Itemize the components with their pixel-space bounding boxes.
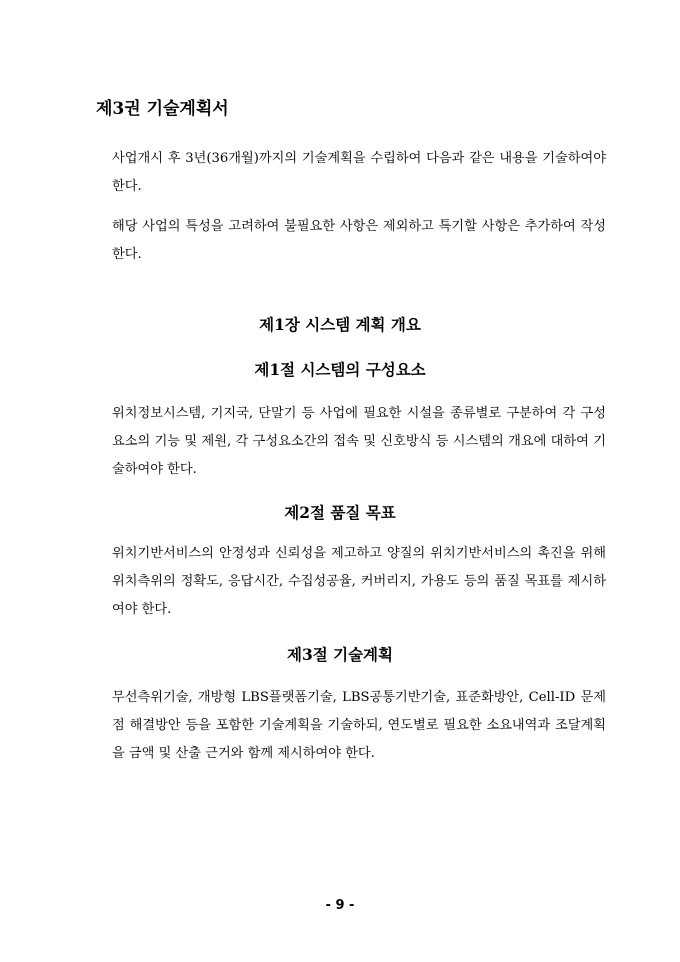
section-2-body: 위치기반서비스의 안정성과 신뢰성을 제고하고 양질의 위치기반서비스의 촉진을 위해 위치측위의 정확도, 응답시간, 수집성공율, 커버리지, 가용도 등의 품질 목표를 제시하여야 한다. [112,546,606,617]
section-3-body: 무선측위기술, 개방형 LBS플랫폼기술, LBS공통기반기술, 표준화방안, Cell-ID 문제점 해결방안 등을 포함한 기술계획을 기술하되, 연도별로 필요한 소요내역과 조달계획을 금액 및 산출 근거와 함께 제시하여야 한다. [112,690,606,761]
intro-paragraph-2: 해당 사업의 특성을 고려하여 불필요한 사항은 제외하고 특기할 사항은 추가하여 작성한다. [112,219,606,262]
section-2-title: 제2절 품질 목표 [284,503,396,522]
chapter-title: 제1장 시스템 계획 개요 [259,315,421,334]
page-number: - 9 - [325,898,355,913]
section-1-title: 제1절 시스템의 구성요소 [254,360,426,379]
intro-paragraph-1: 사업개시 후 3년(36개월)까지의 기술계획을 수립하여 다음과 같은 내용을 기술하여야 한다. [112,151,606,194]
volume-title: 제3권 기술계획서 [96,99,229,119]
section-3-title: 제3절 기술계획 [286,645,394,664]
section-1-body: 위치정보시스템, 기지국, 단말기 등 사업에 필요한 시설을 종류별로 구분하여 각 구성요소의 기능 및 제원, 각 구성요소간의 접속 및 신호방식 등 시스템의 개요에 대하여 기술하여야 한다. [112,406,606,477]
